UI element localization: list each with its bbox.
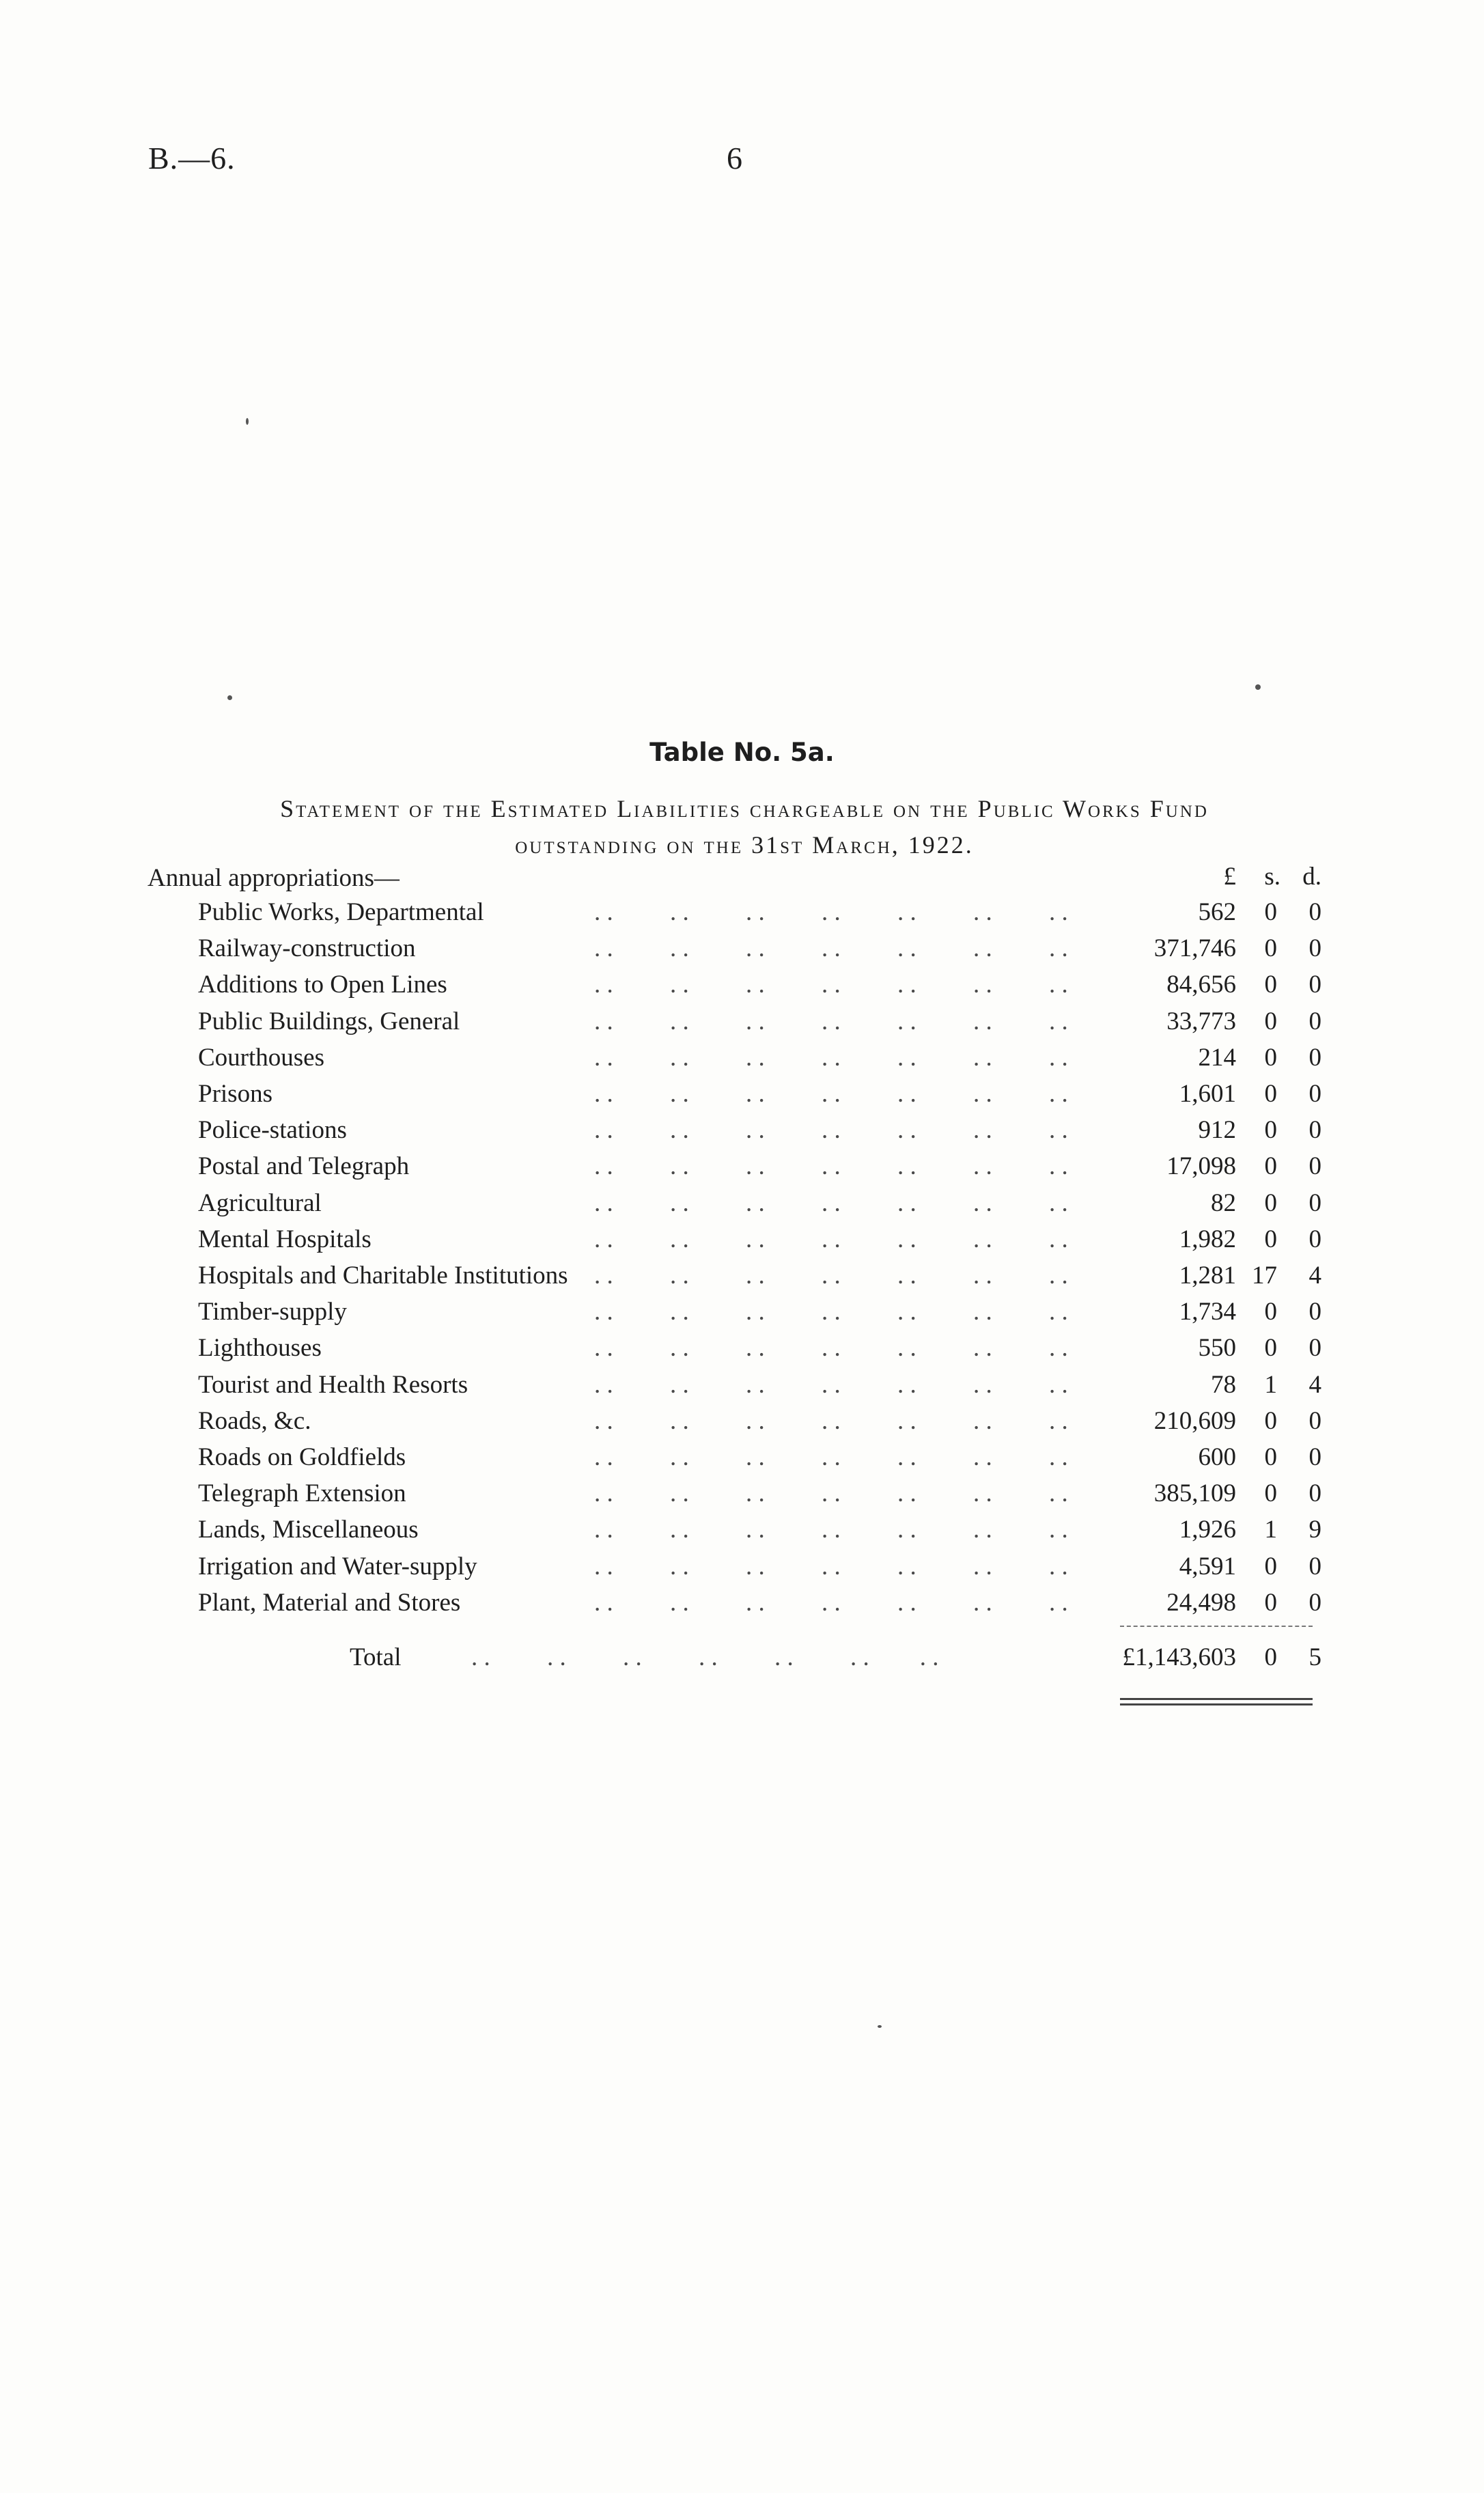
row-pence: 0 bbox=[1308, 1334, 1321, 1362]
row-pounds: 371,746 bbox=[1153, 934, 1236, 962]
dot-leaders: . . . . . . . . . . . . . . bbox=[594, 1479, 1068, 1507]
row-pounds: 1,926 bbox=[1179, 1516, 1236, 1544]
row-shillings: 0 bbox=[1264, 1080, 1277, 1108]
table-row bbox=[0, 1333, 1484, 1369]
row-label: Prisons bbox=[198, 1080, 272, 1108]
row-pounds: 385,109 bbox=[1153, 1479, 1236, 1507]
row-pence: 0 bbox=[1308, 1044, 1321, 1072]
row-pounds: 550 bbox=[1198, 1334, 1236, 1362]
table-row bbox=[0, 1079, 1484, 1115]
row-label: Additions to Open Lines bbox=[198, 971, 447, 999]
row-pence: 0 bbox=[1308, 971, 1321, 999]
row-pence: 0 bbox=[1308, 1225, 1321, 1253]
row-shillings: 17 bbox=[1252, 1262, 1277, 1290]
dot-leaders: . . . . . . . . . . . . . . bbox=[594, 1080, 1068, 1108]
row-shillings: 0 bbox=[1264, 1407, 1277, 1435]
table-row bbox=[0, 897, 1484, 934]
row-pounds: 1,281 bbox=[1179, 1262, 1236, 1290]
total-pounds: £1,143,603 bbox=[1122, 1643, 1236, 1671]
row-shillings: 0 bbox=[1264, 1225, 1277, 1253]
row-pence: 0 bbox=[1308, 898, 1321, 926]
row-pence: 0 bbox=[1308, 1589, 1321, 1617]
table-row bbox=[0, 1406, 1484, 1443]
column-header-shillings: s. bbox=[1264, 863, 1280, 891]
row-label: Mental Hospitals bbox=[198, 1225, 372, 1253]
dot-leaders: . . . . . . . . . . . . . . bbox=[594, 1116, 1068, 1144]
dot-leaders: . . . . . . . . . . . . . . bbox=[594, 971, 1068, 999]
row-shillings: 0 bbox=[1264, 1007, 1277, 1035]
table-row bbox=[0, 1261, 1484, 1297]
row-pence: 0 bbox=[1308, 1116, 1321, 1144]
total-label: Total bbox=[350, 1643, 402, 1671]
row-pence: 0 bbox=[1308, 1189, 1321, 1217]
row-label: Public Buildings, General bbox=[198, 1007, 460, 1035]
row-shillings: 0 bbox=[1264, 898, 1277, 926]
row-shillings: 0 bbox=[1264, 934, 1277, 962]
dot-leaders: . . . . . . . . . . . . . . bbox=[594, 1407, 1068, 1435]
row-pounds: 17,098 bbox=[1166, 1152, 1236, 1180]
row-label: Lands, Miscellaneous bbox=[198, 1516, 419, 1544]
row-label: Tourist and Health Resorts bbox=[198, 1371, 468, 1399]
table-row bbox=[0, 1152, 1484, 1188]
table-row bbox=[0, 1443, 1484, 1479]
row-pence: 4 bbox=[1308, 1262, 1321, 1290]
dot-leaders: . . . . . . . . . . . . . . bbox=[594, 934, 1068, 962]
row-pence: 0 bbox=[1308, 1298, 1321, 1326]
table-row bbox=[0, 1297, 1484, 1333]
scan-speck bbox=[878, 2025, 882, 2028]
row-shillings: 0 bbox=[1264, 1479, 1277, 1507]
row-shillings: 1 bbox=[1264, 1516, 1277, 1544]
dot-leaders: . . . . . . . . . . . . . . bbox=[594, 1516, 1068, 1544]
row-pounds: 1,601 bbox=[1179, 1080, 1236, 1108]
row-shillings: 0 bbox=[1264, 1443, 1277, 1471]
scan-speck bbox=[1255, 684, 1261, 690]
row-label: Railway-construction bbox=[198, 934, 416, 962]
dot-leaders: . . . . . . . . . . . . . . bbox=[594, 1262, 1068, 1290]
table-row bbox=[0, 1188, 1484, 1225]
row-pence: 0 bbox=[1308, 1007, 1321, 1035]
row-label: Irrigation and Water-supply bbox=[198, 1552, 477, 1580]
scan-speck bbox=[227, 695, 232, 700]
row-pence: 4 bbox=[1308, 1371, 1321, 1399]
dot-leaders: . . . . . . . . . . . . . . bbox=[594, 1443, 1068, 1471]
row-shillings: 0 bbox=[1264, 1334, 1277, 1362]
row-label: Roads on Goldfields bbox=[198, 1443, 406, 1471]
total-double-rule bbox=[1120, 1703, 1313, 1705]
row-pounds: 1,982 bbox=[1179, 1225, 1236, 1253]
row-pounds: 4,591 bbox=[1179, 1552, 1236, 1580]
row-pounds: 600 bbox=[1198, 1443, 1236, 1471]
row-label: Hospitals and Charitable Institutions bbox=[198, 1262, 568, 1290]
page-number: 6 bbox=[727, 141, 742, 176]
row-pence: 0 bbox=[1308, 1407, 1321, 1435]
table-row bbox=[0, 1225, 1484, 1261]
dot-leaders: . . . . . . . . . . . . . . bbox=[594, 1298, 1068, 1326]
row-shillings: 0 bbox=[1264, 1589, 1277, 1617]
row-label: Roads, &c. bbox=[198, 1407, 311, 1435]
page-reference: B.—6. bbox=[148, 141, 236, 176]
row-pounds: 214 bbox=[1198, 1044, 1236, 1072]
row-pence: 9 bbox=[1308, 1516, 1321, 1544]
total-row bbox=[0, 1643, 1484, 1679]
table-row bbox=[0, 970, 1484, 1006]
dot-leaders: . . . . . . . . . . . . . . bbox=[594, 1007, 1068, 1035]
row-label: Police-stations bbox=[198, 1116, 347, 1144]
table-row bbox=[0, 934, 1484, 970]
row-pounds: 24,498 bbox=[1166, 1589, 1236, 1617]
row-shillings: 0 bbox=[1264, 1298, 1277, 1326]
dot-leaders: . . . . . . . . . . . . . . bbox=[594, 1589, 1068, 1617]
scan-speck bbox=[246, 418, 249, 425]
row-label: Postal and Telegraph bbox=[198, 1152, 410, 1180]
row-shillings: 0 bbox=[1264, 1116, 1277, 1144]
row-label: Lighthouses bbox=[198, 1334, 322, 1362]
row-pence: 0 bbox=[1308, 1552, 1321, 1580]
table-caption-line-2: outstanding on the 31st March, 1922. bbox=[515, 831, 974, 859]
row-label: Public Works, Departmental bbox=[198, 898, 484, 926]
dot-leaders: . . . . . . . . . . . . . . bbox=[594, 898, 1068, 926]
table-title: Table No. 5a. bbox=[649, 738, 835, 767]
total-double-rule bbox=[1120, 1698, 1313, 1700]
total-pence: 5 bbox=[1308, 1643, 1321, 1671]
row-pounds: 210,609 bbox=[1153, 1407, 1236, 1435]
dot-leaders: . . . . . . . . . . . . . . bbox=[594, 1334, 1068, 1362]
table-row bbox=[0, 1115, 1484, 1152]
dot-leaders: . . . . . . . . . . . . . . bbox=[594, 1552, 1068, 1580]
row-shillings: 1 bbox=[1264, 1371, 1277, 1399]
row-pence: 0 bbox=[1308, 1080, 1321, 1108]
row-label: Telegraph Extension bbox=[198, 1479, 406, 1507]
row-label: Courthouses bbox=[198, 1044, 324, 1072]
row-pence: 0 bbox=[1308, 1479, 1321, 1507]
dot-leaders: . . . . . . . . . . . . . . bbox=[594, 1189, 1068, 1217]
row-pounds: 82 bbox=[1211, 1189, 1236, 1217]
row-shillings: 0 bbox=[1264, 971, 1277, 999]
row-pence: 0 bbox=[1308, 934, 1321, 962]
table-row bbox=[0, 1007, 1484, 1043]
row-shillings: 0 bbox=[1264, 1152, 1277, 1180]
row-pounds: 562 bbox=[1198, 898, 1236, 926]
row-pounds: 78 bbox=[1211, 1371, 1236, 1399]
table-row bbox=[0, 1588, 1484, 1624]
total-shillings: 0 bbox=[1264, 1643, 1277, 1671]
column-header-pence: d. bbox=[1302, 863, 1321, 891]
row-label: Timber-supply bbox=[198, 1298, 347, 1326]
row-label: Plant, Material and Stores bbox=[198, 1589, 461, 1617]
subtotal-rule bbox=[1120, 1626, 1313, 1627]
row-pounds: 33,773 bbox=[1166, 1007, 1236, 1035]
table-row bbox=[0, 1043, 1484, 1079]
row-shillings: 0 bbox=[1264, 1552, 1277, 1580]
dot-leaders: . . . . . . . . . . . . . . bbox=[594, 1152, 1068, 1180]
table-row bbox=[0, 1370, 1484, 1406]
column-header-pounds: £ bbox=[1223, 863, 1236, 891]
row-pounds: 1,734 bbox=[1179, 1298, 1236, 1326]
row-pence: 0 bbox=[1308, 1443, 1321, 1471]
table-row bbox=[0, 1515, 1484, 1551]
section-heading: Annual appropriations— bbox=[148, 864, 400, 892]
row-pounds: 84,656 bbox=[1166, 971, 1236, 999]
row-pounds: 912 bbox=[1198, 1116, 1236, 1144]
dot-leaders: . . . . . . . . . . . . . . bbox=[594, 1225, 1068, 1253]
row-shillings: 0 bbox=[1264, 1044, 1277, 1072]
table-caption-line-1: Statement of the Estimated Liabilities chargeable on the Public Works Fund bbox=[280, 795, 1209, 822]
dot-leaders: . . . . . . . . . . . . . . bbox=[594, 1371, 1068, 1399]
table-row bbox=[0, 1552, 1484, 1588]
dot-leaders: . . . . . . . . . . . . . . bbox=[471, 1643, 939, 1671]
table-row bbox=[0, 1479, 1484, 1515]
dot-leaders: . . . . . . . . . . . . . . bbox=[594, 1044, 1068, 1072]
row-label: Agricultural bbox=[198, 1189, 322, 1217]
row-shillings: 0 bbox=[1264, 1189, 1277, 1217]
row-pence: 0 bbox=[1308, 1152, 1321, 1180]
